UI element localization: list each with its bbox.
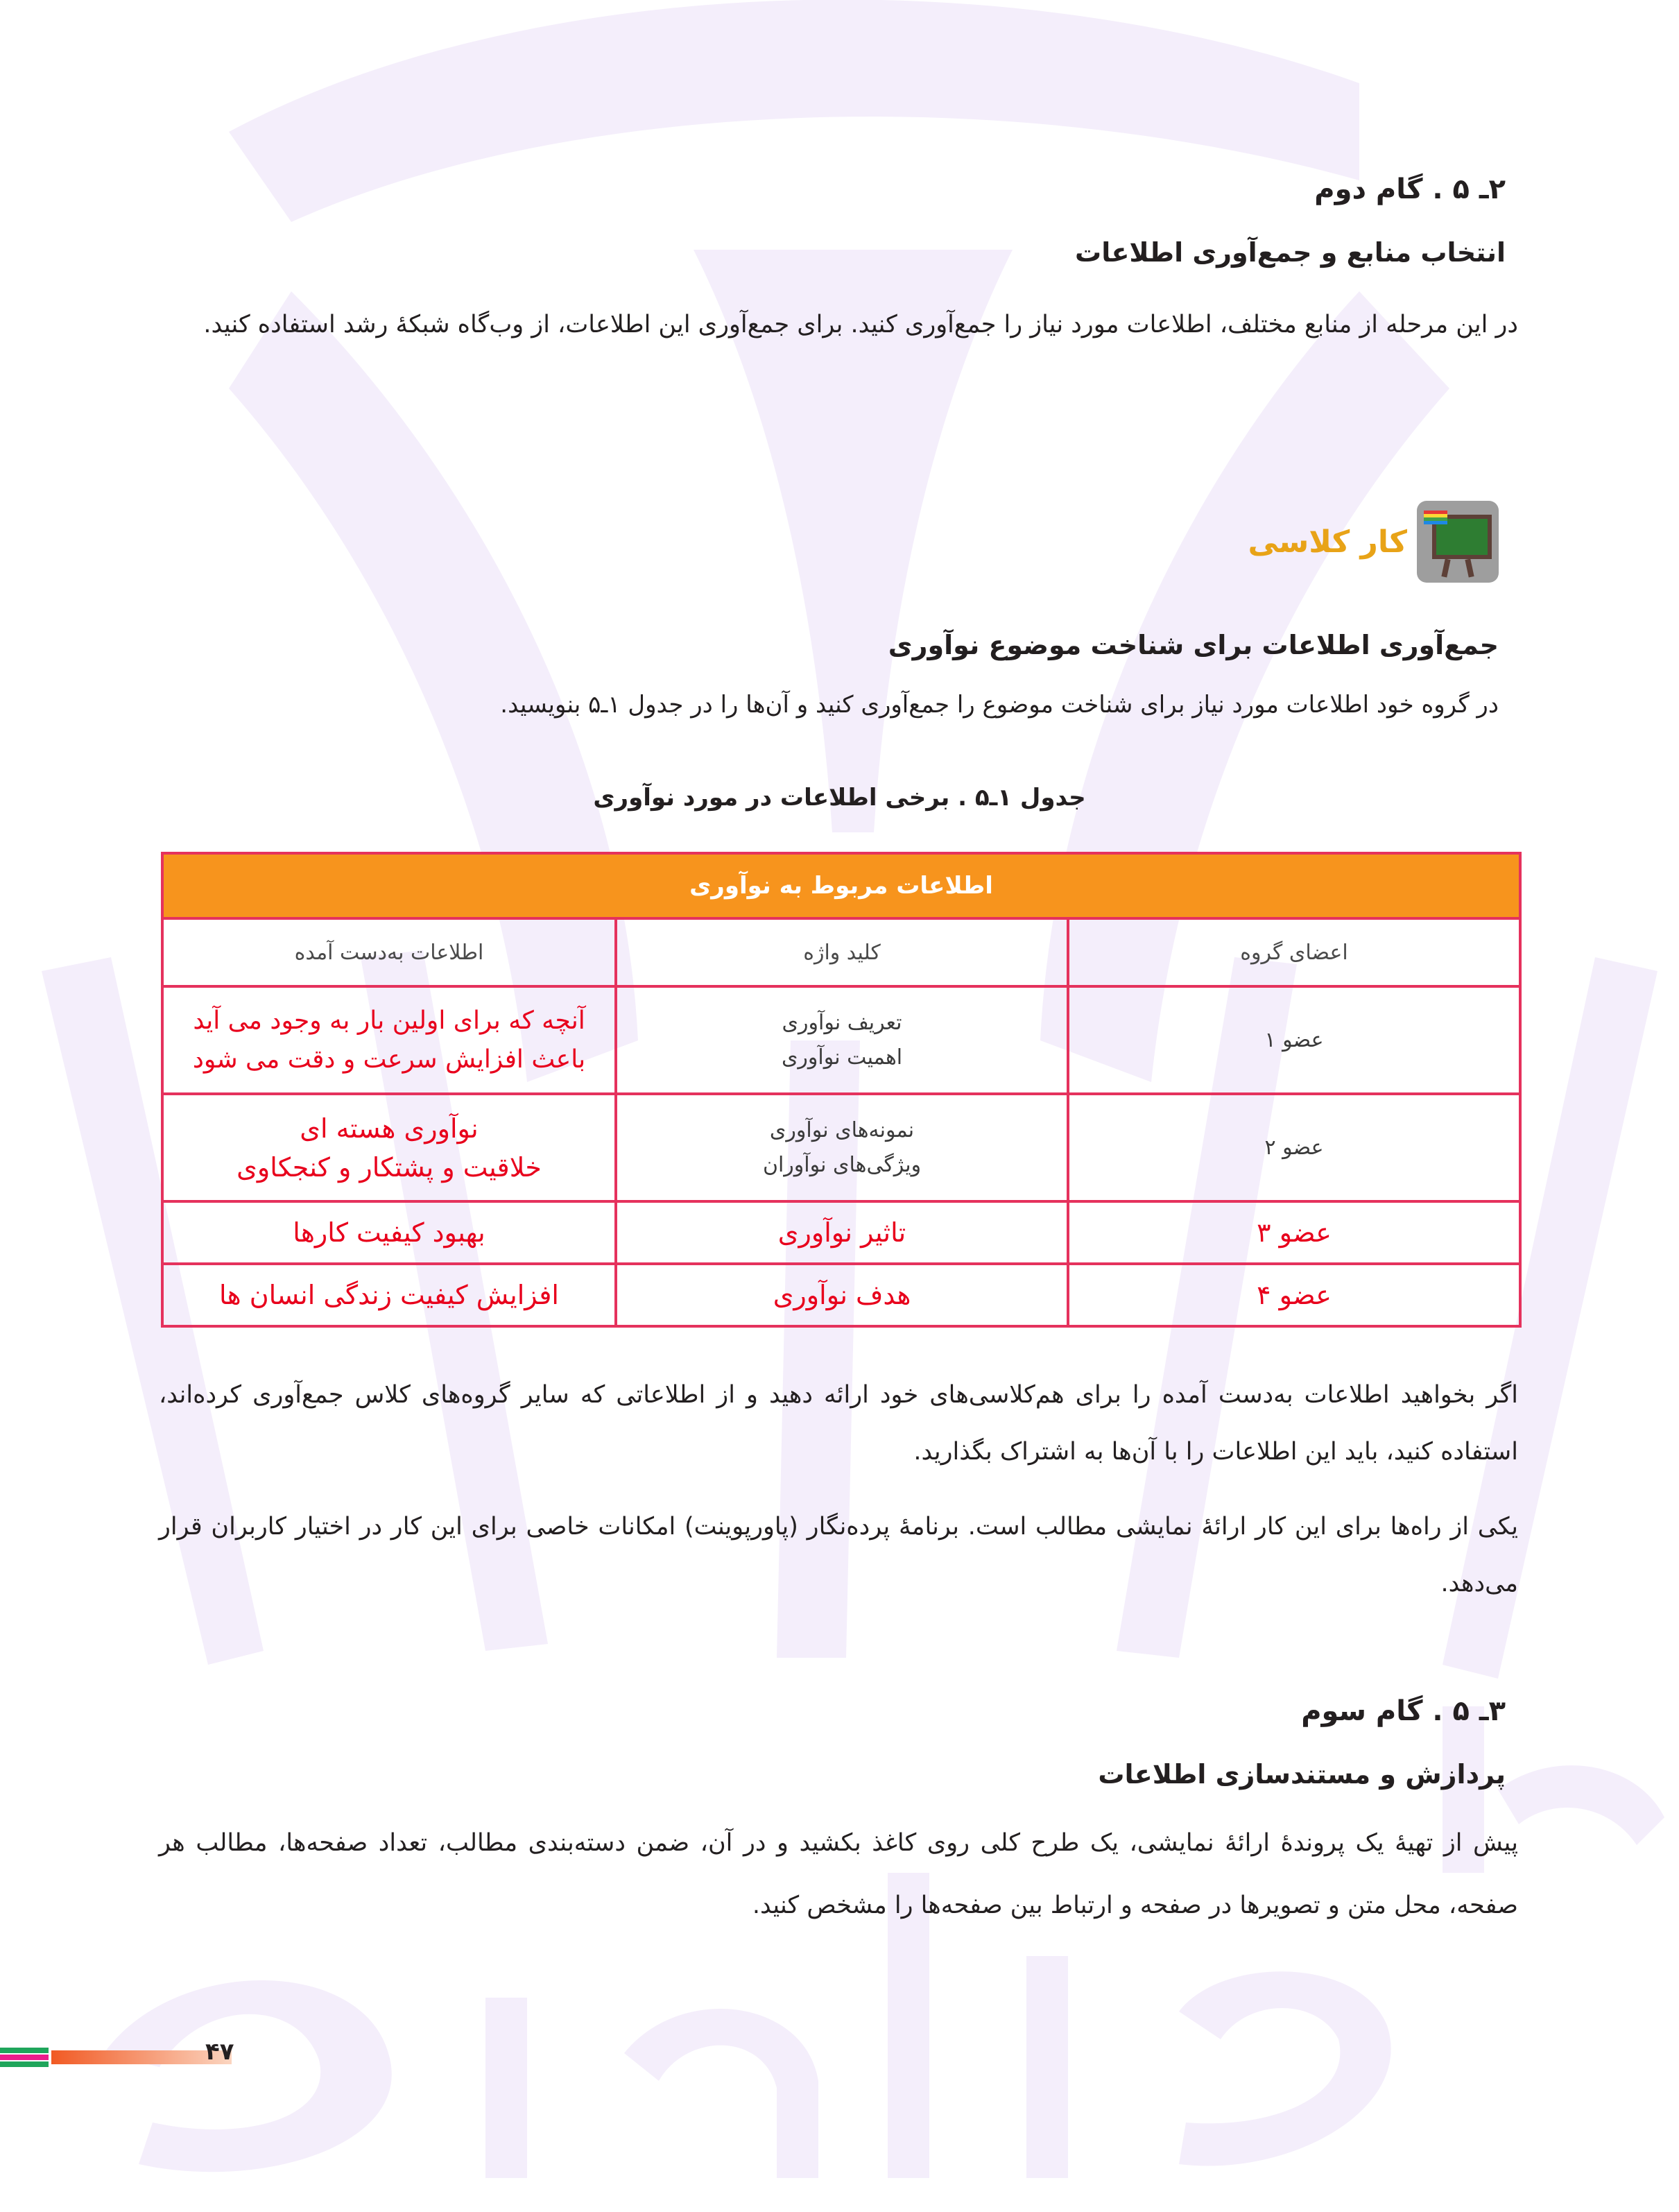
class-work-label: کار کلاسی — [1248, 524, 1407, 560]
table-caption: جدول ۱ـ۵ . برخی اطلاعات در مورد نوآوری — [593, 784, 1086, 812]
info-cell: بهبود کیفیت کارها — [162, 1201, 616, 1264]
section-3-subheading: پردازش و مستندسازی اطلاعات — [1098, 1759, 1506, 1790]
info-line: خلاقیت و پشتکار و کنجکاوی — [236, 1151, 542, 1183]
keyword-cell — [616, 1094, 1068, 1201]
class-work-banner — [1248, 501, 1499, 583]
section-3-heading: ۳ـ ۵ . گام سوم — [1301, 1695, 1506, 1727]
keyword-line: ویژگی‌های نوآوران — [762, 1152, 922, 1177]
col-header-members: اعضای گروه — [1068, 918, 1520, 986]
section-2-subheading: انتخاب منابع و جمع‌آوری اطلاعات — [1075, 237, 1506, 268]
table-row — [162, 1264, 1520, 1326]
info-line: باعث افزایش سرعت و دقت می شود — [192, 1045, 586, 1074]
keyword-line: اهمیت نوآوری — [781, 1045, 903, 1070]
table-row — [162, 1201, 1520, 1264]
table-header: اطلاعات مربوط به نوآوری — [162, 853, 1520, 918]
easel-board-icon — [1417, 501, 1499, 583]
info-cell: افزایش کیفیت زندگی انسان ها — [162, 1264, 616, 1326]
member-cell: عضو ۳ — [1068, 1201, 1520, 1264]
col-header-keyword: کلید واژه — [616, 918, 1068, 986]
keyword-cell: تاثیر نوآوری — [616, 1201, 1068, 1264]
keyword-cell: هدف نوآوری — [616, 1264, 1068, 1326]
after-table-paragraph-1: اگر بخواهید اطلاعات به‌دست آمده را برای هم‌کلاسی‌های خود ارائه دهید و از اطلاعاتی که سایر گروه‌های کلاس جمع‌آوری کرده‌اند، استفاده کنید، باید این اطلاعات را با آن‌ها به اشتراک بگذارید. — [159, 1381, 1518, 1466]
table-row — [162, 1094, 1520, 1201]
after-table-paragraph-2: یکی از راه‌ها برای این کار ارائهٔ نمایشی مطالب است. برنامهٔ پرده‌نگار (پاورپوینت) امکانات خاصی برای این کار در اختیار کاربران قرار می‌دهد. — [159, 1513, 1518, 1597]
activity-instruction: در گروه خود اطلاعات مورد نیاز برای شناخت موضوع را جمع‌آوری کنید و آن‌ها را در جدول ۱ـ۵ بنویسید. — [500, 691, 1499, 719]
section-3-paragraph: پیش از تهیهٔ یک پروندهٔ ارائهٔ نمایشی، یک طرح کلی روی کاغذ بکشید و در آن، ضمن دسته‌بندی مطالب، تعداد صفحه‌ها، مطالب هر صفحه، محل متن و تصویرها در صفحه و ارتباط بین صفحه‌ها را مشخص کنید. — [159, 1829, 1518, 1919]
activity-title: جمع‌آوری اطلاعات برای شناخت موضوع نوآوری — [888, 630, 1499, 660]
member-cell: عضو ۲ — [1068, 1094, 1520, 1201]
keyword-line: نمونه‌های نوآوری — [769, 1117, 915, 1142]
section-2-heading: ۲ـ ۵ . گام دوم — [1314, 173, 1506, 205]
info-cell — [162, 986, 616, 1094]
info-line: نوآوری هسته ای — [300, 1113, 479, 1144]
member-cell: عضو ۱ — [1068, 986, 1520, 1094]
info-line: آنچه که برای اولین بار به وجود می آید — [193, 1006, 585, 1035]
section-2-paragraph: در این مرحله از منابع مختلف، اطلاعات مورد نیاز را جمع‌آوری کنید. برای جمع‌آوری این اطلاعات، از وب‌گاه شبکهٔ رشد استفاده کنید. — [203, 311, 1518, 338]
page-number: ۴۷ — [205, 2038, 234, 2066]
info-table — [161, 852, 1522, 1328]
keyword-line: تعریف نوآوری — [782, 1010, 902, 1035]
info-cell — [162, 1094, 616, 1201]
col-header-info: اطلاعات به‌دست آمده — [162, 918, 616, 986]
member-cell: عضو ۴ — [1068, 1264, 1520, 1326]
table-row — [162, 986, 1520, 1094]
keyword-cell — [616, 986, 1068, 1094]
